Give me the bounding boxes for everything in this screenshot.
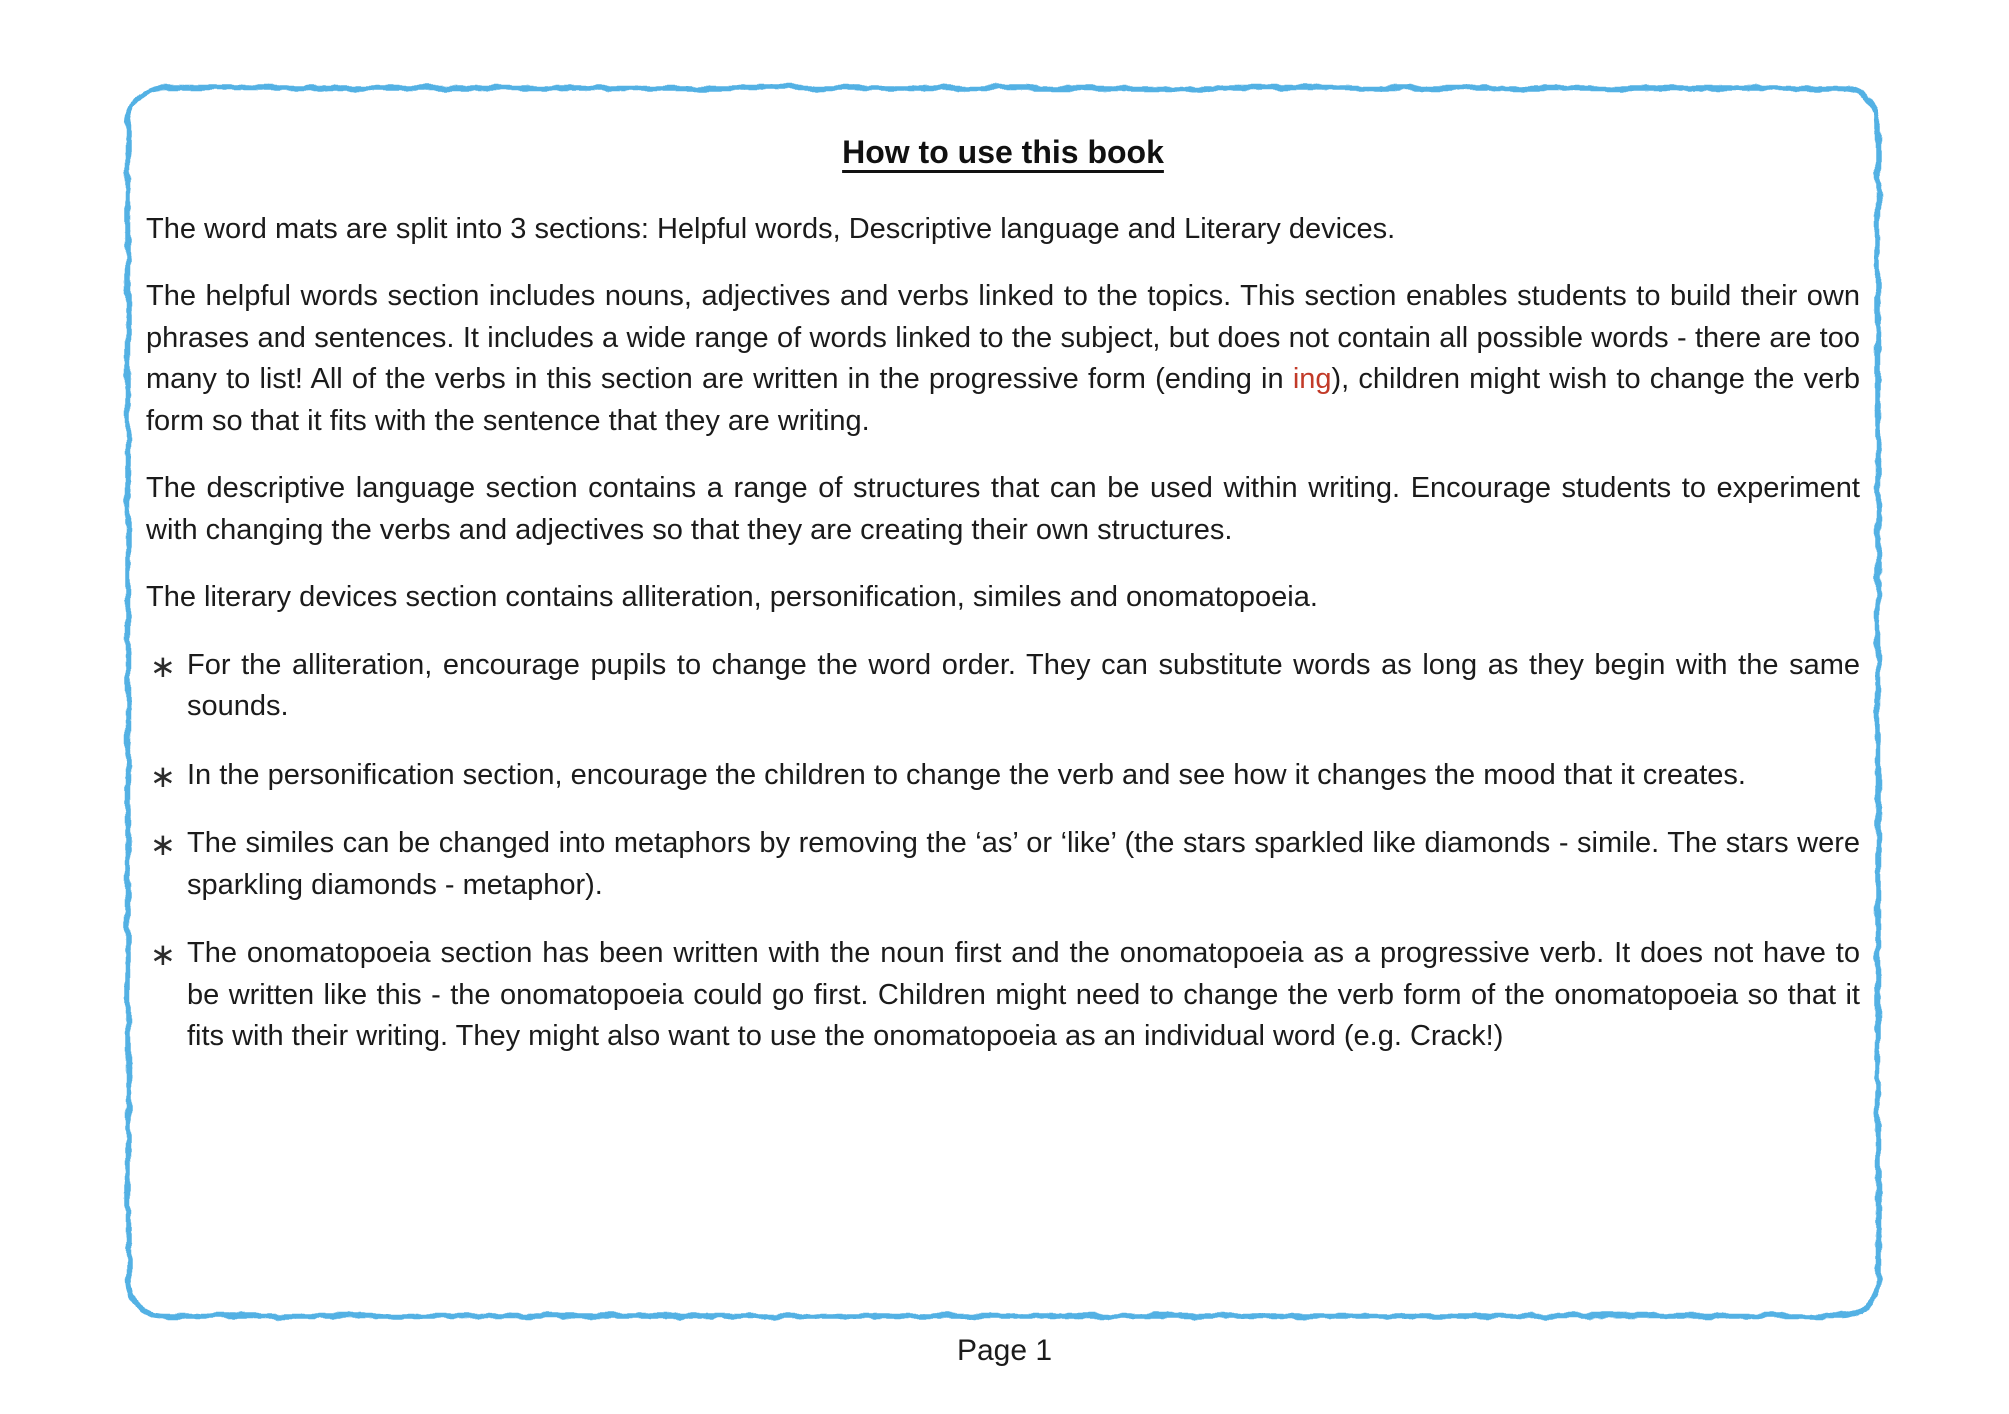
content-area	[146, 88, 1860, 1085]
title-row	[146, 88, 1860, 171]
asterisk-bullet-icon: ∗	[150, 648, 176, 684]
list-item-alliteration	[146, 645, 1860, 728]
list-item-text: In the personification section, encourage the children to change the verb and see how it changes the mood that it creates.	[187, 758, 1746, 791]
paragraph-text: The helpful words section includes nouns, adjectives and verbs linked to the topics. This section enables students to build their own phrases and sentences. It includes a wide range of words linked to the subject, but does not contain all possible words - there are too many to list! All of the verbs in this section are written in the progressive form (ending in	[146, 280, 1860, 396]
page-number: Page 1	[956, 1334, 1053, 1367]
page-title: How to use this book	[842, 134, 1164, 170]
descriptive-language-paragraph: The descriptive language section contains a range of structures that can be used within writing. Encourage students to experiment with changing the verbs and adjectives so that they are creating their own structures.	[146, 472, 1860, 546]
list-item-text: The onomatopoeia section has been written with the noun first and the onomatopoeia as a progressive verb. It does not have to be written like this - the onomatopoeia could go first. Children might need to change the verb form of the onomatopoeia so that it fits with their writing. They might also want to use the onomatopoeia as an individual word (e.g. Crack!)	[187, 937, 1860, 1053]
list-item-onomatopoeia	[146, 933, 1860, 1057]
asterisk-bullet-icon: ∗	[150, 937, 176, 973]
helpful-words-paragraph	[146, 276, 1860, 442]
intro-paragraph: The word mats are split into 3 sections: Helpful words, Descriptive language and Literary devices.	[146, 213, 1396, 245]
tips-list	[146, 645, 1860, 1058]
list-item-text: For the alliteration, encourage pupils to change the word order. They can substitute words as long as they begin with the same sounds.	[187, 648, 1860, 723]
list-item-similes	[146, 823, 1860, 906]
ing-highlight: ing	[1292, 363, 1332, 396]
asterisk-bullet-icon: ∗	[150, 758, 176, 794]
list-item-text: The similes can be changed into metaphors by removing the ‘as’ or ‘like’ (the stars sparkled like diamonds - simile. The stars were sparkling diamonds - metaphor).	[187, 827, 1860, 901]
asterisk-bullet-icon: ∗	[150, 827, 176, 863]
paragraph-text: ), children might wish to change the verb form so that it fits with the sentence that they are writing.	[146, 363, 1860, 437]
list-item-personification	[146, 755, 1860, 796]
literary-devices-paragraph: The literary devices section contains alliteration, personification, similes and onomatopoeia.	[146, 581, 1318, 614]
